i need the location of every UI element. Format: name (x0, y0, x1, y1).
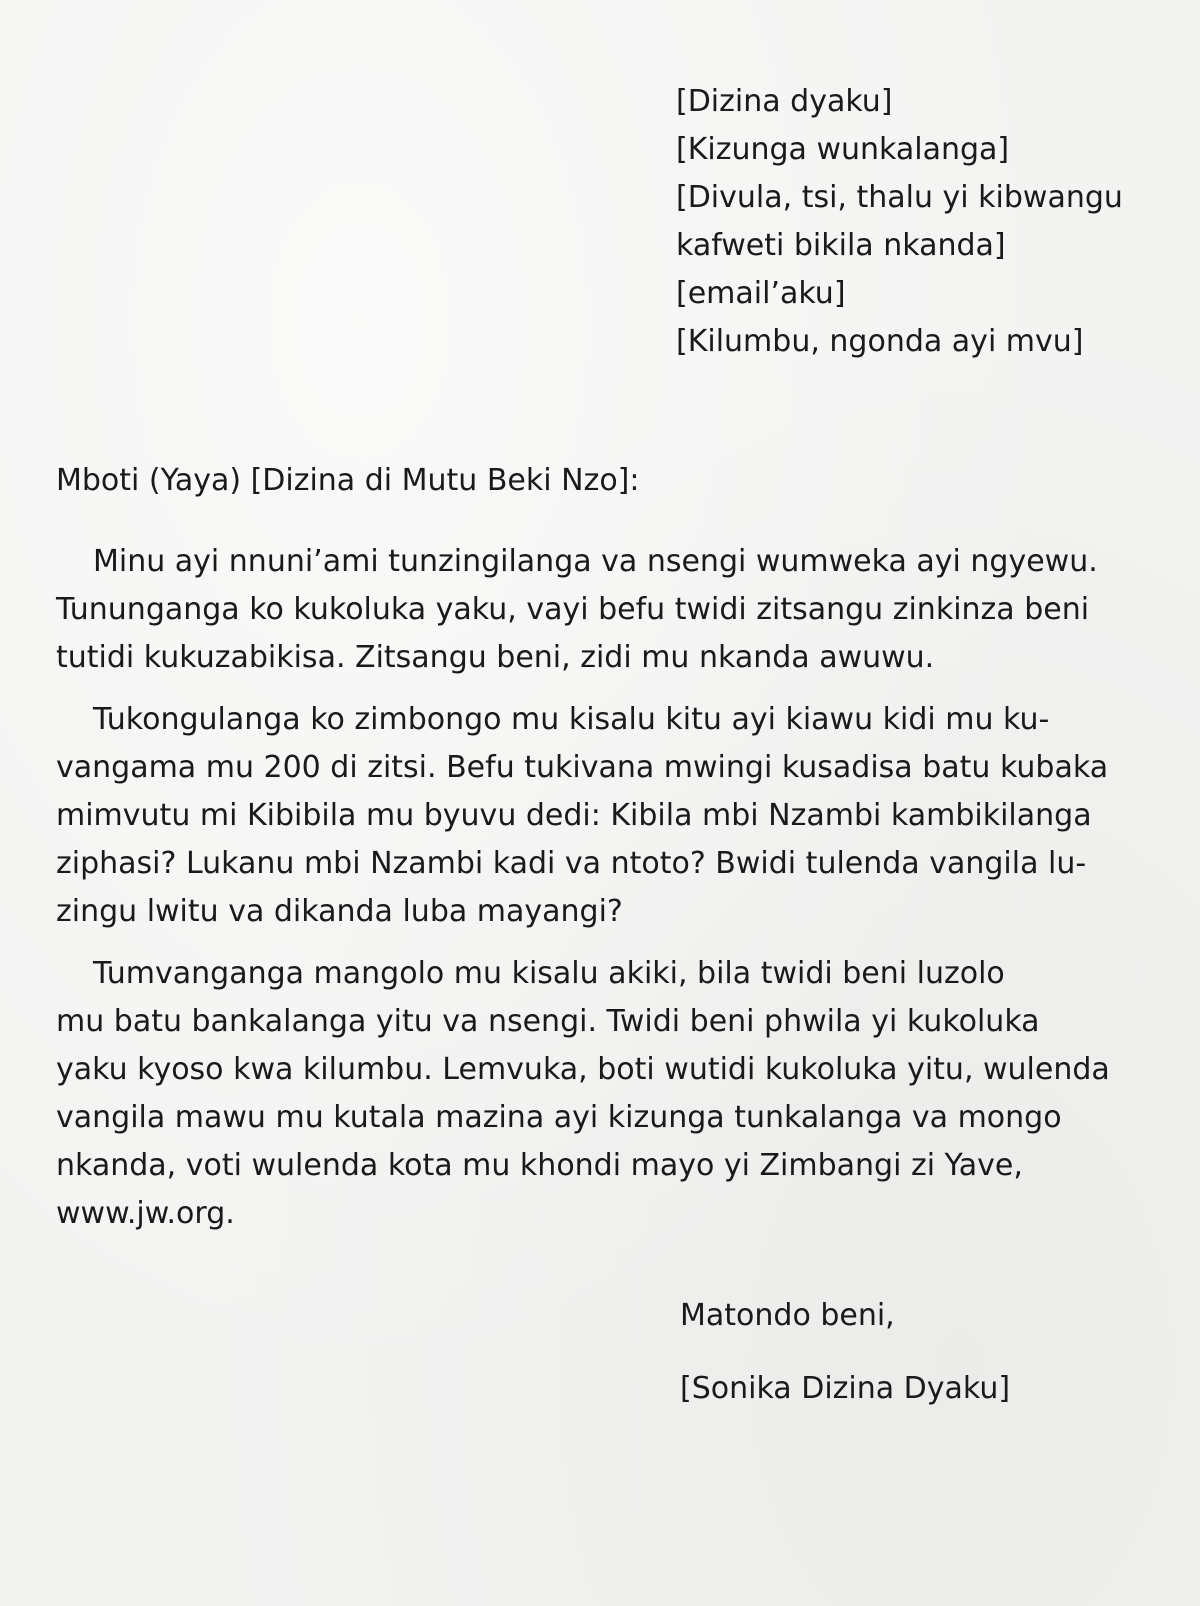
letter-body (56, 538, 1166, 1252)
sender-address-block (676, 78, 1166, 366)
paragraph-3 (56, 950, 1166, 1238)
signature-placeholder: [Sonika Dizina Dyaku] (680, 1371, 1011, 1406)
paragraph-line: tutidi kukuzabikisa. Zitsangu beni, zidi mu nkanda awuwu. (56, 640, 935, 675)
closing: Matondo beni, (680, 1298, 895, 1333)
paragraph-line: vangila mawu mu kutala mazina ayi kizunga tunkalanga va mongo (56, 1100, 1062, 1135)
paragraph-line: ziphasi? Lukanu mbi Nzambi kadi va ntoto? Bwidi tulenda vangila lu- (56, 846, 1087, 881)
sender-name: [Dizina dyaku] (676, 84, 893, 119)
paragraph-line: Tumvanganga mangolo mu kisalu akiki, bila twidi beni luzolo (93, 956, 1005, 991)
paragraph-line: Minu ayi nnuni’ami tunzingilanga va nsengi wumweka ayi ngyewu. (93, 544, 1098, 579)
paragraph-line: Tukongulanga ko zimbongo mu kisalu kitu ayi kiawu kidi mu ku- (93, 702, 1050, 737)
paragraph-line: mu batu bankalanga yitu va nsengi. Twidi beni phwila yi kukoluka (56, 1004, 1040, 1039)
letter-date: [Kilumbu, ngonda ayi mvu] (676, 324, 1084, 359)
salutation: Mboti (Yaya) [Dizina di Mutu Beki Nzo]: (56, 463, 640, 498)
paragraph-line: Tununganga ko kukoluka yaku, vayi befu twidi zitsangu zinkinza beni (56, 592, 1090, 627)
paragraph-line: vangama mu 200 di zitsi. Befu tukivana mwingi kusadisa batu kubaka (56, 750, 1109, 785)
paragraph-1 (56, 538, 1166, 682)
paragraph-2 (56, 696, 1166, 936)
paragraph-line: yaku kyoso kwa kilumbu. Lemvuka, boti wutidi kukoluka yitu, wulenda (56, 1052, 1110, 1087)
sender-street: [Kizunga wunkalanga] (676, 132, 1010, 167)
paragraph-line: nkanda, voti wulenda kota mu khondi mayo yi Zimbangi zi Yave, (56, 1148, 1023, 1183)
paragraph-line: zingu lwitu va dikanda luba mayangi? (56, 894, 623, 929)
paragraph-line: www.jw.org. (56, 1196, 235, 1231)
paragraph-line: mimvutu mi Kibibila mu byuvu dedi: Kibila mbi Nzambi kambikilanga (56, 798, 1092, 833)
sender-email: [email’aku] (676, 276, 846, 311)
sender-city-line-1: [Divula, tsi, thalu yi kibwangu (676, 180, 1123, 215)
sender-city-line-2: kafweti bikila nkanda] (676, 228, 1006, 263)
